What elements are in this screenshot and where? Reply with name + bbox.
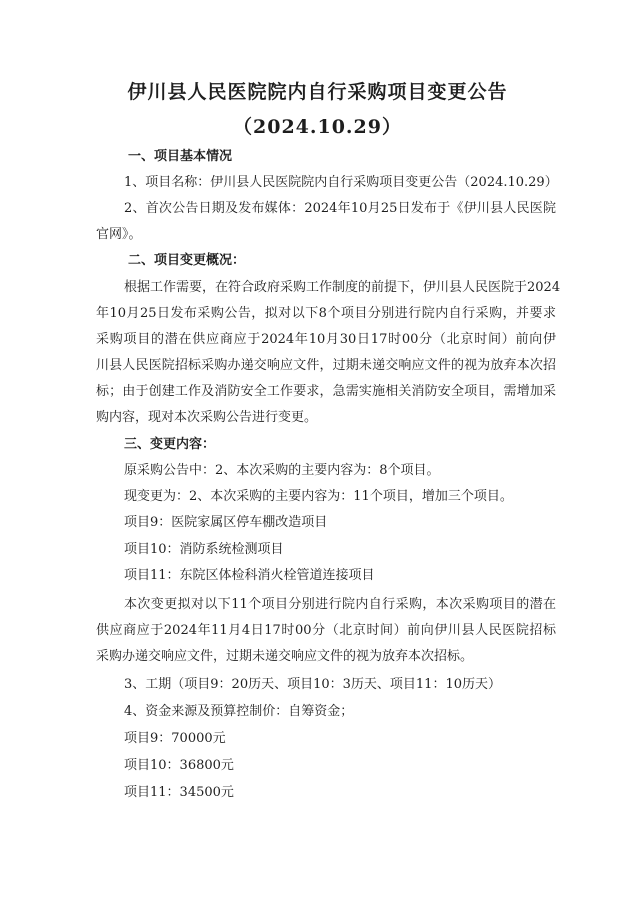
document-title: 伊川县人民医院院内自行采购项目变更公告 [127, 81, 508, 103]
section-2-heading: 二、项目变更概况： [128, 253, 246, 268]
overview-line-6: 购内容，现对本次采购公告进行变更。 [96, 410, 318, 425]
overview-line-5: 标；由于创建工作及消防安全工作要求，急需实施相关消防安全项目，需增加采 [96, 384, 556, 399]
first-announcement-line-cont: 官网》。 [96, 227, 142, 242]
budget-project-9: 项目9：70000元 [124, 731, 226, 746]
overview-line-4: 川县人民医院招标采购办递交响应文件，过期未递交响应文件的视为放弃本次招 [96, 358, 556, 373]
overview-line-2: 年10月25日发布采购公告，拟对以下8个项目分别进行院内自行采购，并要求 [96, 306, 556, 321]
funding-line: 4、资金来源及预算控制价：自筹资金； [124, 704, 354, 719]
budget-project-11: 项目11：34500元 [124, 785, 234, 800]
added-project-11: 项目11：东院区体检科消火栓管道连接项目 [124, 568, 375, 583]
project-name-line: 1、项目名称：伊川县人民医院院内自行采购项目变更公告（2024.10.29） [124, 175, 558, 190]
added-project-9: 项目9：医院家属区停车棚改造项目 [124, 515, 328, 530]
overview-line-1: 根据工作需要，在符合政府采购工作制度的前提下，伊川县人民医院于2024 [124, 280, 561, 295]
section-3-heading: 三、变更内容： [124, 437, 216, 452]
change-para-line-2: 供应商应于2024年11月4日17时00分（北京时间）前向伊川县人民医院招标 [96, 623, 556, 638]
section-1-heading: 一、项目基本情况 [128, 149, 233, 164]
budget-project-10: 项目10：36800元 [124, 758, 234, 773]
added-project-10: 项目10：消防系统检测项目 [124, 542, 284, 557]
overview-line-3: 采购项目的潜在供应商应于2024年10月30日17时00分（北京时间）前向伊 [96, 332, 556, 347]
change-para-line-3: 采购办递交响应文件，过期未递交响应文件的视为放弃本次招标。 [96, 649, 474, 664]
document-date: （2024.10.29） [233, 116, 402, 138]
first-announcement-line: 2、首次公告日期及发布媒体：2024年10月25日发布于《伊川县人民医院 [124, 201, 556, 216]
original-content-line: 原采购公告中：2、本次采购的主要内容为：8个项目。 [124, 463, 440, 478]
changed-content-line: 现变更为：2、本次采购的主要内容为：11个项目，增加三个项目。 [124, 489, 513, 504]
duration-line: 3、工期（项目9：20历天、项目10：3历天、项目11：10历天） [124, 677, 501, 692]
change-para-line-1: 本次变更拟对以下11个项目分别进行院内自行采购，本次采购项目的潜在 [124, 597, 556, 612]
